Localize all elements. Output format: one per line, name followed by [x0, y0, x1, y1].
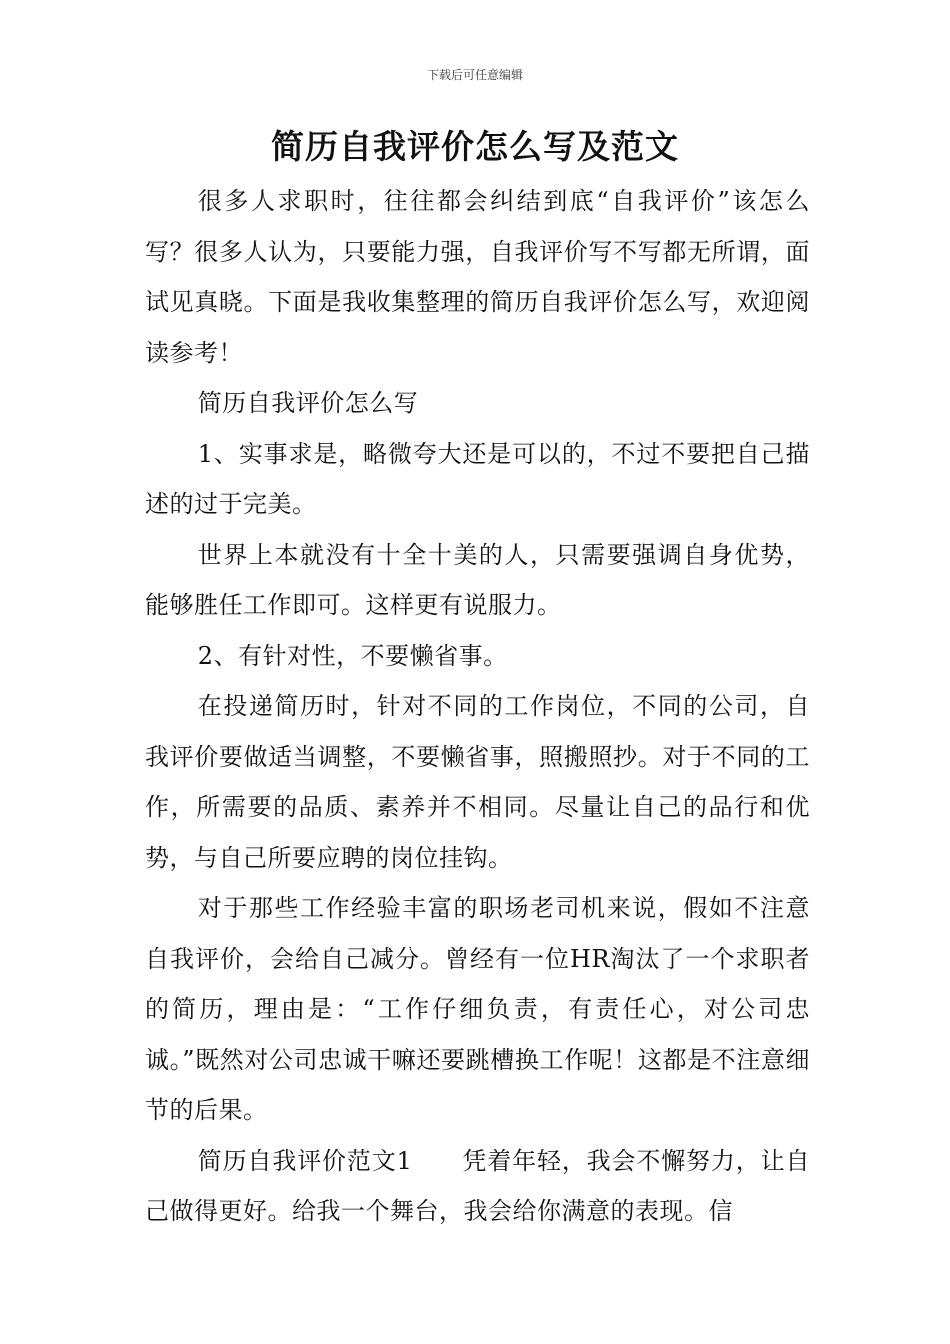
header-note: 下载后可任意编辑 [426, 68, 523, 82]
paragraph-sample-1: 简历自我评价范文1 凭着年轻，我会不懈努力，让自己做得更好。给我一个舞台，我会给你满意的表现。信 [145, 1146, 810, 1225]
paragraph-point-2-detail: 在投递简历时，针对不同的工作岗位，不同的公司，自我评价要做适当调整，不要懒省事，照搬照抄。对于不同的工作，所需要的品质、素养并不相同。尽量让自己的品行和优势，与自己所要应聘的岗位挂钩。 [145, 692, 810, 872]
paragraph-intro: 很多人求职时，往往都会纠结到底“自我评价”该怎么写？很多人认为，只要能力强，自我评价写不写都无所谓，面试见真晓。下面是我收集整理的简历自我评价怎么写，欢迎阅读参考！ [145, 187, 810, 367]
section-heading-how-to-write: 简历自我评价怎么写 [197, 389, 419, 417]
paragraph-point-1: 1、实事求是，略微夸大还是可以的，不过不要把自己描述的过于完美。 [145, 439, 810, 518]
document-body [145, 176, 810, 1237]
paragraph-point-2: 2、有针对性，不要懒省事。 [197, 641, 508, 670]
document-title: 简历自我评价怎么写及范文 [271, 127, 679, 166]
paragraph-veteran-advice: 对于那些工作经验丰富的职场老司机来说，假如不注意自我评价，会给自己减分。曾经有一位HR淘汰了一个求职者的简历，理由是：“工作仔细负责，有责任心，对公司忠诚。”既然对公司忠诚干嘛还要跳槽换工作呢！这都是不注意细节的后果。 [145, 894, 810, 1124]
paragraph-point-1-detail: 世界上本就没有十全十美的人，只需要强调自身优势，能够胜任工作即可。这样更有说服力。 [145, 540, 810, 619]
